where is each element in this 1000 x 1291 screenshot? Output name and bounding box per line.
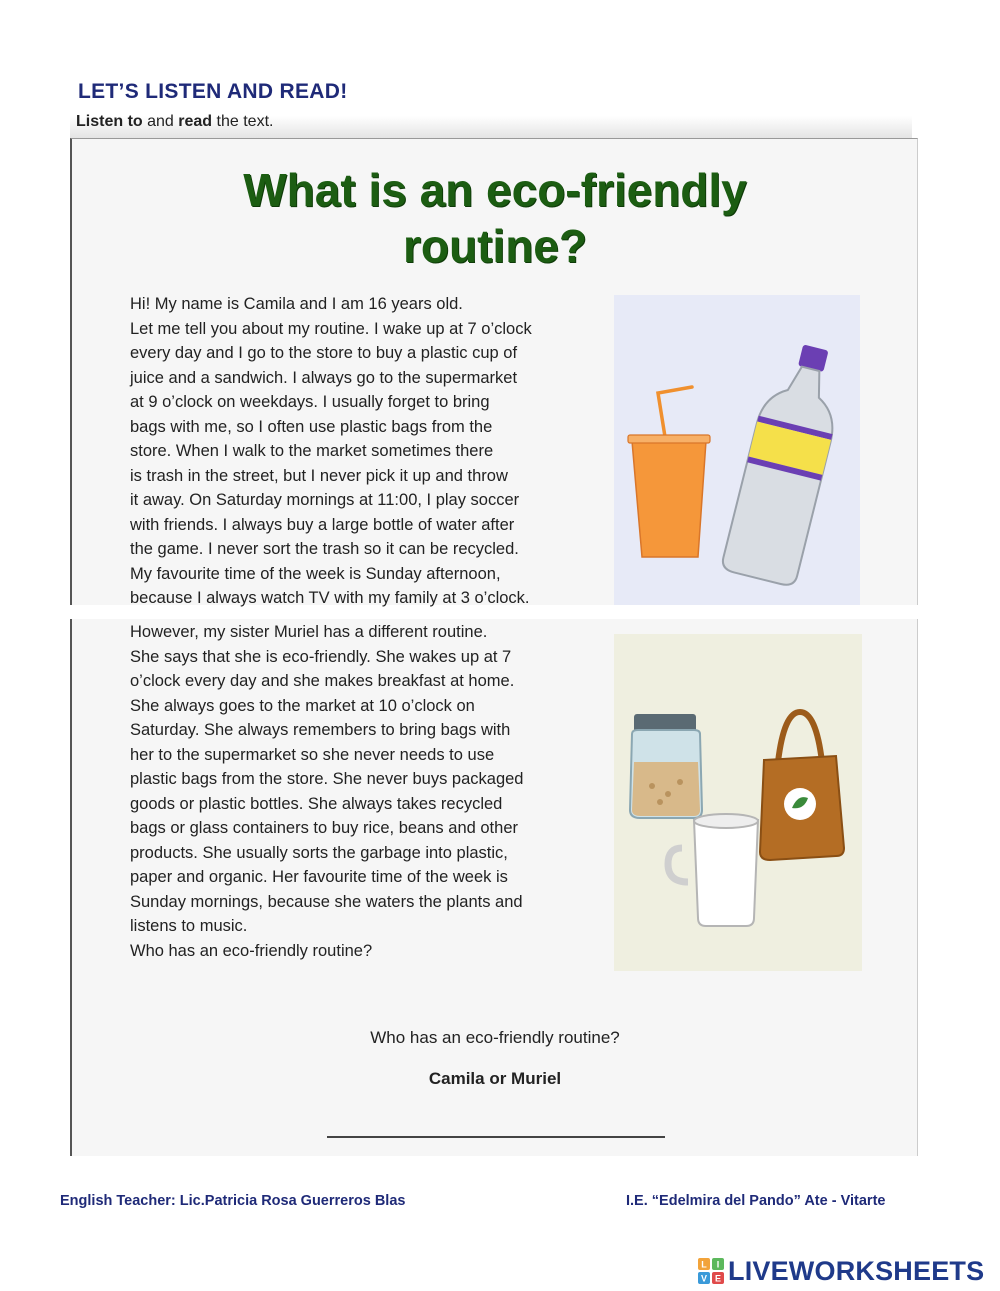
- paragraph-line: o’clock every day and she makes breakfast at home.: [130, 672, 515, 690]
- paragraph-line: She says that she is eco-friendly. She wakes up at 7: [130, 647, 512, 666]
- logo-letter: V: [700, 1273, 708, 1284]
- article-title-line1: What is an eco-friendly: [243, 164, 747, 216]
- paragraph-line: listens to music.: [130, 917, 248, 935]
- school-name: I.E. “Edelmira del Pando” Ate - Vitarte: [626, 1193, 886, 1209]
- paragraph-line: My favourite time of the week is Sunday afternoon,: [130, 564, 501, 583]
- paragraph-line: it away. On Saturday mornings at 11:00, I play soccer: [130, 491, 520, 509]
- paragraph-line: juice and a sandwich. I always go to the supermarket: [130, 368, 518, 387]
- paragraph-line: bags with me, so I often use plastic bags from the: [130, 417, 493, 436]
- paragraph-line: is trash in the street, but I never pick it up and throw: [130, 466, 508, 485]
- paragraph-line: Who has an eco-friendly routine?: [130, 941, 373, 960]
- paragraph-line: the game. I never sort the trash so it can be recycled.: [130, 540, 519, 558]
- plastic-bottle-icon: [721, 338, 852, 587]
- paragraph-line: her to the supermarket so she never needs to use: [130, 745, 495, 764]
- instruction-and: and: [147, 113, 174, 130]
- article-title: [170, 162, 820, 274]
- paragraph-line: She always goes to the market at 10 o’clock on: [130, 696, 475, 715]
- logo-letter: L: [701, 1259, 707, 1270]
- glass-jar-icon: [630, 714, 702, 818]
- paragraph-line: paper and organic. Her favourite time of the week is: [130, 868, 508, 886]
- paragraph-line: goods or plastic bottles. She always takes recycled: [130, 794, 503, 813]
- paragraph-line: Let me tell you about my routine. I wake up at 7 o’clock: [130, 319, 532, 338]
- answer-blank-line[interactable]: [327, 1136, 665, 1138]
- section-heading: LET’S LISTEN AND READ!: [78, 80, 348, 103]
- paragraph-line: every day and I go to the store to buy a plastic cup of: [130, 344, 518, 362]
- paragraph-line: because I always watch TV with my family at 3 o’clock.: [130, 589, 530, 607]
- reusable-items-illustration: [614, 634, 862, 971]
- muriel-paragraph: [130, 620, 593, 963]
- instruction-rest: the text.: [216, 113, 274, 130]
- article-title-line2: routine?: [403, 220, 587, 272]
- instruction-read: read: [178, 113, 213, 130]
- camila-paragraph: [130, 292, 593, 611]
- teacher-credit: English Teacher: Lic.Patricia Rosa Guerreros Blas: [60, 1193, 406, 1209]
- mug-icon: [668, 814, 758, 926]
- plastic-cup-icon: [628, 435, 710, 557]
- answer-choices: Camila or Muriel: [428, 1069, 562, 1088]
- paragraph-line: Sunday mornings, because she waters the plants and: [130, 892, 523, 911]
- plastic-items-illustration: [614, 295, 860, 605]
- logo-letter: I: [716, 1259, 720, 1270]
- paragraph-line: with friends. I always buy a large bottle of water after: [130, 515, 515, 534]
- paragraph-line: Saturday. She always remembers to bring bags with: [130, 721, 511, 739]
- instruction-listen: Listen to: [76, 113, 143, 130]
- paragraph-line: products. She usually sorts the garbage into plastic,: [130, 843, 508, 862]
- paragraph-line: at 9 o’clock on weekdays. I usually forget to bring: [130, 393, 490, 411]
- instruction-text: [76, 113, 273, 131]
- paragraph-line: bags or glass containers to buy rice, beans and other: [130, 819, 518, 837]
- liveworksheets-logo-icon: [698, 1258, 724, 1284]
- brand-name: LIVEWORKSHEETS: [728, 1255, 985, 1286]
- paragraph-line: store. When I walk to the market sometimes there: [130, 442, 494, 460]
- logo-letter: E: [714, 1273, 722, 1284]
- question-text: Who has an eco-friendly routine?: [370, 1028, 620, 1047]
- paragraph-line: Hi! My name is Camila and I am 16 years old.: [130, 295, 463, 313]
- paragraph-line: However, my sister Muriel has a different routine.: [130, 623, 488, 641]
- paragraph-line: plastic bags from the store. She never buys packaged: [130, 770, 524, 788]
- brand-logo[interactable]: [698, 1256, 984, 1286]
- reusable-bag-icon: [760, 712, 844, 860]
